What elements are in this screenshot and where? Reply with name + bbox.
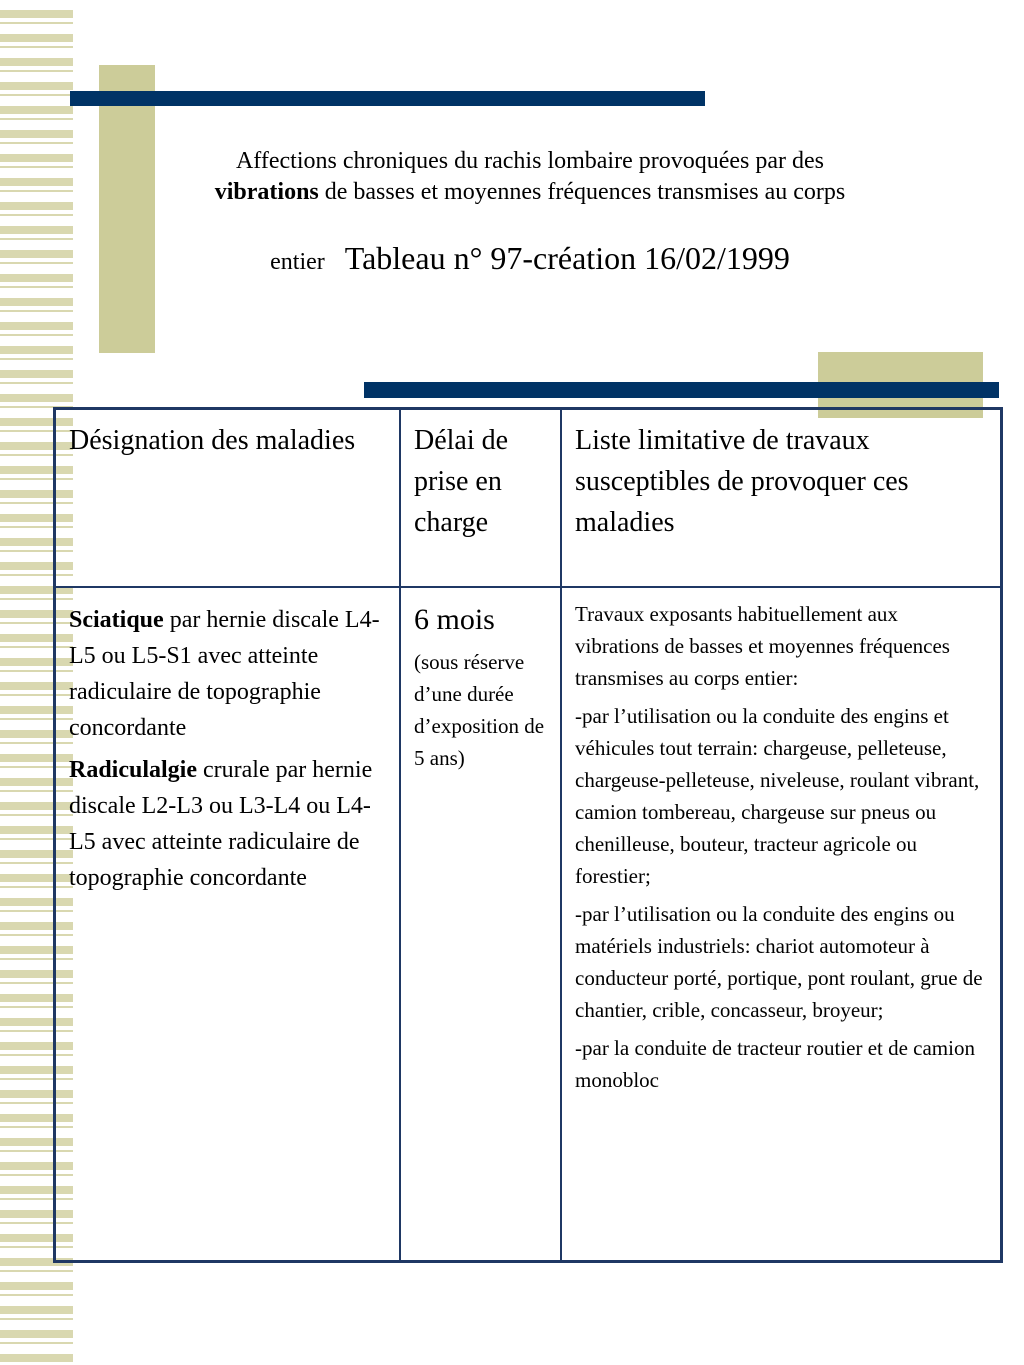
page-title [110, 146, 950, 208]
table-header-row [55, 409, 1002, 587]
delay-note: (sous réserve d’une durée d’exposition de 5 ans) [414, 649, 545, 770]
table-row [55, 587, 1002, 1262]
delay-cell [400, 587, 561, 1262]
works-item-industrial: -par l’utilisation ou la conduite des engins ou matériels industriels: chariot automoteur à conducteur porté, portique, pont roulant, grue de chantier, crible, concasseur, broyeur; [575, 901, 983, 1022]
works-intro: Travaux exposants habituellement aux vibrations de basses et moyennes fréquences transmises au corps entier: [575, 601, 950, 690]
designation-cell [55, 587, 401, 1262]
header-delai: Délai de prise en charge [400, 409, 561, 587]
subtitle-line [110, 240, 950, 277]
header-designation: Désignation des maladies [55, 409, 401, 587]
olive-vertical-block [99, 65, 155, 353]
top-navy-bar [70, 91, 705, 106]
disease1-description: par hernie discale L4-L5 ou L5-S1 avec atteinte radiculaire de topographie concordante [69, 606, 380, 741]
title-line2: de basses et moyennes fréquences transmises au corps [324, 179, 846, 205]
works-cell [561, 587, 1002, 1262]
disease1-name: Sciatique [69, 606, 164, 633]
disease2-description: crurale par hernie discale L2-L3 ou L3-L4 ou L4-L5 avec atteinte radiculaire de topographie concordante [69, 756, 373, 891]
disease-radiculalgie [69, 752, 386, 896]
diseases-table [53, 407, 1003, 1263]
works-item-all-terrain: -par l’utilisation ou la conduite des engins et véhicules tout terrain: chargeuse, pelleteuse, chargeuse-pelleteuse, niveleuse, roulant vibrant, camion tombereau, chargeuse sur pneus ou chenilleuse, bouteur, tracteur agricole ou forestier; [575, 703, 980, 888]
table-reference: Tableau n° 97-création 16/02/1999 [344, 240, 790, 276]
disease2-name: Radiculalgie [69, 756, 198, 783]
delay-value: 6 mois [414, 602, 495, 636]
title-line1: Affections chroniques du rachis lombaire provoquées par des [235, 148, 825, 174]
middle-navy-bar [364, 382, 999, 398]
works-item-road-tractor: -par la conduite de tracteur routier et de camion monobloc [575, 1035, 975, 1092]
title-bold-word: vibrations [214, 179, 319, 205]
disease-sciatique [69, 602, 386, 746]
header-liste: Liste limitative de travaux susceptibles de provoquer ces maladies [561, 409, 1002, 587]
title-trailing-word: entier [270, 249, 325, 275]
